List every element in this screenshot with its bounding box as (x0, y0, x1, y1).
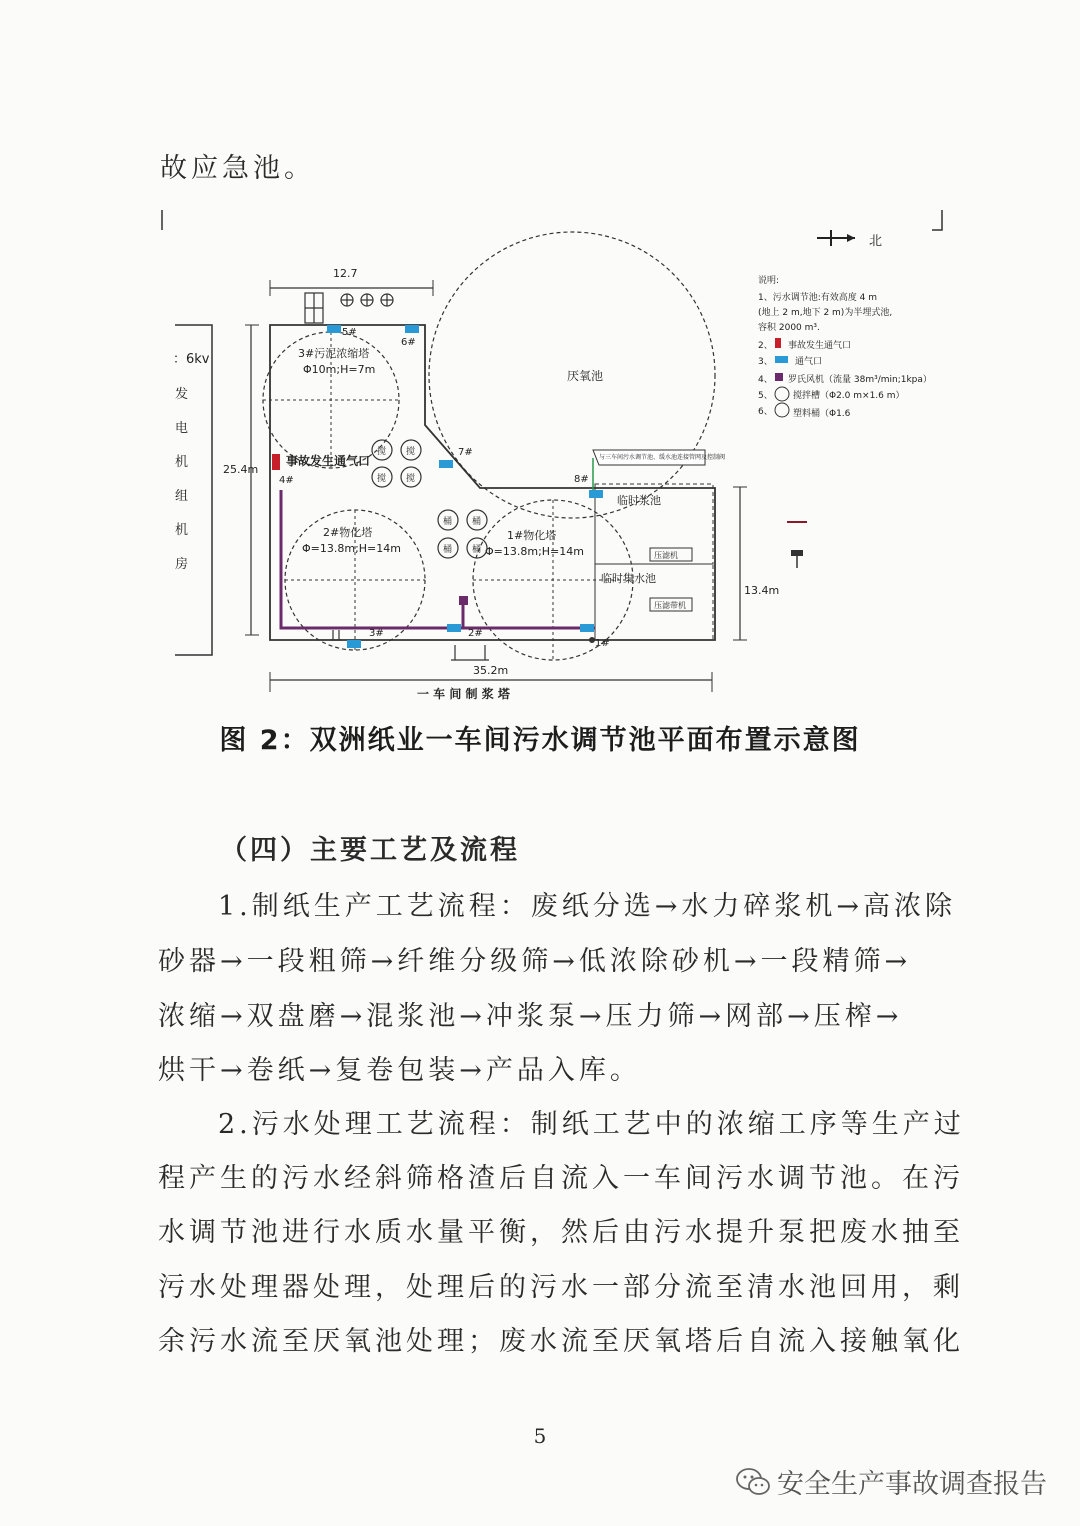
watermark-text: 安全生产事故调查报告 (777, 1469, 1047, 1500)
tower1-spec: Φ=13.8m;H=14m (485, 545, 584, 558)
press1-label: 压滤机 (654, 551, 678, 560)
marker-7: 7# (458, 447, 473, 458)
dim-bottom: 35.2m (473, 664, 509, 677)
legend-item-1c: 容积 2000 m³. (758, 323, 820, 333)
bucket-label: 桶 (472, 517, 482, 527)
dim-top: 12.7 (333, 267, 358, 280)
paragraph-line: 程产生的污水经斜筛格渣后自流入一车间污水调节池。在污 (158, 1163, 964, 1194)
marker-5: 5# (342, 327, 357, 338)
paragraph-line: 余污水流至厌氧池处理；废水流至厌氧塔后自流入接触氧化 (158, 1326, 964, 1357)
accident-vent-marker (272, 454, 280, 470)
legend-title: 说明: (758, 276, 780, 286)
legend-item-2-num: 2、 (758, 341, 773, 351)
layout-diagram (155, 200, 955, 710)
marker-4: 4# (279, 475, 294, 486)
paragraph-line: 砂器→一段粗筛→纤维分级筛→低浓除砂机→一段精筛→ (158, 946, 912, 977)
legend-item-4-num: 4、 (758, 375, 773, 385)
temp-pulp-pool-label: 临时浆池 (617, 494, 661, 507)
stir-tank-label: 搅 (406, 474, 416, 484)
figure-caption: 图 2：双洲纸业一车间污水调节池平面布置示意图 (219, 725, 861, 756)
svg-text:机: 机 (175, 523, 189, 538)
paragraph-line: 浓缩→双盘磨→混浆池→冲浆泵→压力筛→网部→压榨→ (158, 1001, 903, 1032)
paragraph-line: 2.污水处理工艺流程：制纸工艺中的浓缩工序等生产过 (218, 1109, 965, 1140)
legend (758, 274, 932, 419)
legend-item-5-num: 5、 (758, 391, 773, 401)
svg-text:组: 组 (175, 489, 189, 504)
legend-item-6: 塑料桶（Φ1.6 (793, 409, 851, 419)
tower2-name: 2#物化塔 (323, 526, 373, 539)
bucket-label: 桶 (443, 545, 453, 555)
pipe-note: 与三车间污水调节池、缓水池连接管网及控制阀 (599, 454, 726, 461)
stir-tank-label: 搅 (377, 447, 387, 457)
temp-water-pool-label: 临时集水池 (601, 572, 656, 585)
marker-3: 3# (369, 628, 384, 639)
section-heading: （四）主要工艺及流程 (220, 835, 520, 866)
top-line: 故应急池。 (160, 153, 315, 184)
dim-left: 25.4m (223, 463, 259, 476)
north-label: 北 (869, 234, 883, 249)
marker-8: 8# (574, 474, 589, 485)
marker-6: 6# (401, 337, 416, 348)
legend-item-2: 事故发生通气口 (788, 341, 852, 351)
page-number: 5 (533, 1424, 547, 1448)
svg-text:发: 发 (175, 387, 189, 402)
bucket-label: 桶 (472, 545, 482, 555)
watermark (735, 1462, 1047, 1501)
tower1-name: 1#物化塔 (507, 529, 557, 542)
wechat-icon (735, 1467, 771, 1497)
marker-2: 2# (468, 628, 483, 639)
legend-item-1b: (地上 2 m,地下 2 m)为半埋式池, (758, 308, 893, 318)
svg-text:房: 房 (175, 557, 189, 572)
dim-right: 13.4m (744, 584, 780, 597)
paragraph-line: 污水处理器处理，处理后的污水一部分流至清水池回用，剩 (158, 1272, 964, 1303)
generator-room-label (173, 352, 210, 572)
tower2-spec: Φ=13.8m;H=14m (302, 542, 401, 555)
paragraph-line: 烘干→卷纸→复卷包装→产品入库。 (158, 1055, 641, 1086)
accident-vent-label: 事故发生通气口 (286, 454, 371, 468)
blower-pipe (281, 490, 595, 628)
marker-1: 1# (595, 638, 610, 649)
legend-item-3: 通气口 (795, 357, 823, 367)
legend-item-5: 搅拌槽（Φ2.0 m×1.6 m） (793, 391, 905, 401)
bottom-label: 一 车 间 制 浆 塔 (417, 687, 510, 701)
tower3-name: 3#污泥浓缩塔 (298, 347, 370, 360)
svg-text:机: 机 (175, 455, 189, 470)
legend-item-4: 罗氏风机（流量 38m³/min;1kpa） (788, 375, 932, 385)
svg-text:电: 电 (175, 421, 189, 436)
north-arrow (817, 230, 882, 249)
paragraph-line: 1.制纸生产工艺流程：废纸分选→水力碎浆机→高浓除 (218, 891, 957, 922)
legend-item-6-num: 6、 (758, 407, 773, 417)
stir-tank-label: 搅 (406, 447, 416, 457)
press2-label: 压滤带机 (654, 601, 686, 610)
legend-item-3-num: 3、 (758, 357, 773, 367)
anaerobic-pool-label: 厌氧池 (567, 369, 604, 383)
paragraph-line: 水调节池进行水质水量平衡，然后由污水提升泵把废水抽至 (158, 1217, 964, 1248)
bucket-label: 桶 (443, 517, 453, 527)
legend-item-1: 1、污水调节池:有效高度 4 m (758, 293, 877, 303)
tower3-spec: Φ10m;H=7m (303, 363, 376, 376)
svg-text:：6kv: ：6kv (173, 352, 210, 367)
stir-tank-label: 搅 (377, 474, 387, 484)
